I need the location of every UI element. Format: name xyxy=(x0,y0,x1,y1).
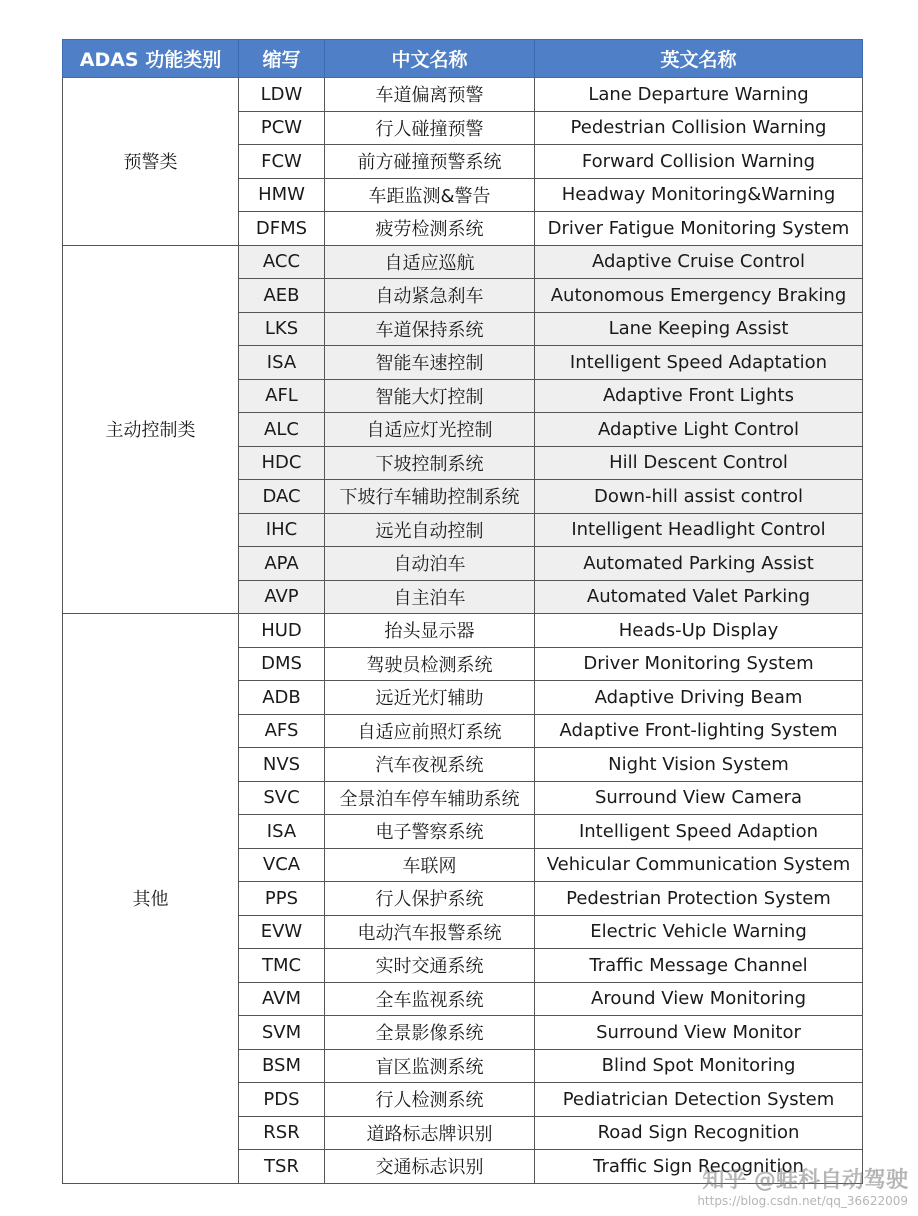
abbreviation-cell: LKS xyxy=(239,312,325,346)
chinese-name-cell: 自适应前照灯系统 xyxy=(325,714,535,748)
english-name-cell: Pedestrian Collision Warning xyxy=(535,111,863,145)
abbreviation-cell: TSR xyxy=(239,1150,325,1184)
abbreviation-cell: IHC xyxy=(239,513,325,547)
chinese-name-cell: 车联网 xyxy=(325,848,535,882)
english-name-cell: Intelligent Speed Adaption xyxy=(535,815,863,849)
abbreviation-cell: EVW xyxy=(239,915,325,949)
header-abbreviation: 缩写 xyxy=(239,40,325,78)
abbreviation-cell: AVP xyxy=(239,580,325,614)
chinese-name-cell: 驾驶员检测系统 xyxy=(325,647,535,681)
english-name-cell: Night Vision System xyxy=(535,748,863,782)
table-body xyxy=(63,78,863,1184)
chinese-name-cell: 自动紧急刹车 xyxy=(325,279,535,313)
abbreviation-cell: APA xyxy=(239,547,325,581)
abbreviation-cell: ISA xyxy=(239,346,325,380)
table-header-row xyxy=(63,40,863,78)
chinese-name-cell: 下坡控制系统 xyxy=(325,446,535,480)
abbreviation-cell: ISA xyxy=(239,815,325,849)
header-category: ADAS 功能类别 xyxy=(63,40,239,78)
english-name-cell: Vehicular Communication System xyxy=(535,848,863,882)
english-name-cell: Traffic Sign Recognition xyxy=(535,1150,863,1184)
chinese-name-cell: 道路标志牌识别 xyxy=(325,1116,535,1150)
header-chinese-name: 中文名称 xyxy=(325,40,535,78)
chinese-name-cell: 行人检测系统 xyxy=(325,1083,535,1117)
english-name-cell: Surround View Monitor xyxy=(535,1016,863,1050)
abbreviation-cell: TMC xyxy=(239,949,325,983)
english-name-cell: Around View Monitoring xyxy=(535,982,863,1016)
english-name-cell: Adaptive Front Lights xyxy=(535,379,863,413)
category-cell: 其他 xyxy=(63,614,239,1184)
chinese-name-cell: 实时交通系统 xyxy=(325,949,535,983)
english-name-cell: Down-hill assist control xyxy=(535,480,863,514)
chinese-name-cell: 抬头显示器 xyxy=(325,614,535,648)
english-name-cell: Heads-Up Display xyxy=(535,614,863,648)
english-name-cell: Road Sign Recognition xyxy=(535,1116,863,1150)
english-name-cell: Intelligent Speed Adaptation xyxy=(535,346,863,380)
category-cell: 主动控制类 xyxy=(63,245,239,614)
header-english-name: 英文名称 xyxy=(535,40,863,78)
english-name-cell: Pedestrian Protection System xyxy=(535,882,863,916)
watermark-url: https://blog.csdn.net/qq_36622009 xyxy=(697,1194,908,1208)
abbreviation-cell: SVC xyxy=(239,781,325,815)
table-row xyxy=(63,245,863,279)
abbreviation-cell: ADB xyxy=(239,681,325,715)
chinese-name-cell: 自适应灯光控制 xyxy=(325,413,535,447)
english-name-cell: Hill Descent Control xyxy=(535,446,863,480)
chinese-name-cell: 智能车速控制 xyxy=(325,346,535,380)
english-name-cell: Adaptive Driving Beam xyxy=(535,681,863,715)
chinese-name-cell: 车距监测&警告 xyxy=(325,178,535,212)
abbreviation-cell: PPS xyxy=(239,882,325,916)
abbreviation-cell: FCW xyxy=(239,145,325,179)
chinese-name-cell: 全景影像系统 xyxy=(325,1016,535,1050)
english-name-cell: Adaptive Front-lighting System xyxy=(535,714,863,748)
chinese-name-cell: 下坡行车辅助控制系统 xyxy=(325,480,535,514)
english-name-cell: Automated Parking Assist xyxy=(535,547,863,581)
abbreviation-cell: AFS xyxy=(239,714,325,748)
english-name-cell: Driver Monitoring System xyxy=(535,647,863,681)
abbreviation-cell: DMS xyxy=(239,647,325,681)
abbreviation-cell: LDW xyxy=(239,78,325,112)
chinese-name-cell: 前方碰撞预警系统 xyxy=(325,145,535,179)
english-name-cell: Electric Vehicle Warning xyxy=(535,915,863,949)
abbreviation-cell: ALC xyxy=(239,413,325,447)
abbreviation-cell: DFMS xyxy=(239,212,325,246)
chinese-name-cell: 车道保持系统 xyxy=(325,312,535,346)
chinese-name-cell: 自动泊车 xyxy=(325,547,535,581)
table-row xyxy=(63,614,863,648)
chinese-name-cell: 交通标志识别 xyxy=(325,1150,535,1184)
abbreviation-cell: PDS xyxy=(239,1083,325,1117)
adas-function-table xyxy=(62,39,863,1184)
english-name-cell: Traffic Message Channel xyxy=(535,949,863,983)
chinese-name-cell: 远近光灯辅助 xyxy=(325,681,535,715)
english-name-cell: Intelligent Headlight Control xyxy=(535,513,863,547)
abbreviation-cell: DAC xyxy=(239,480,325,514)
english-name-cell: Automated Valet Parking xyxy=(535,580,863,614)
table-row xyxy=(63,78,863,112)
chinese-name-cell: 远光自动控制 xyxy=(325,513,535,547)
chinese-name-cell: 行人碰撞预警 xyxy=(325,111,535,145)
category-cell: 预警类 xyxy=(63,78,239,246)
english-name-cell: Autonomous Emergency Braking xyxy=(535,279,863,313)
english-name-cell: Lane Departure Warning xyxy=(535,78,863,112)
abbreviation-cell: HUD xyxy=(239,614,325,648)
abbreviation-cell: PCW xyxy=(239,111,325,145)
english-name-cell: Pediatrician Detection System xyxy=(535,1083,863,1117)
abbreviation-cell: HMW xyxy=(239,178,325,212)
english-name-cell: Lane Keeping Assist xyxy=(535,312,863,346)
chinese-name-cell: 电动汽车报警系统 xyxy=(325,915,535,949)
english-name-cell: Adaptive Cruise Control xyxy=(535,245,863,279)
abbreviation-cell: AVM xyxy=(239,982,325,1016)
abbreviation-cell: AFL xyxy=(239,379,325,413)
abbreviation-cell: HDC xyxy=(239,446,325,480)
english-name-cell: Surround View Camera xyxy=(535,781,863,815)
abbreviation-cell: NVS xyxy=(239,748,325,782)
chinese-name-cell: 盲区监测系统 xyxy=(325,1049,535,1083)
english-name-cell: Blind Spot Monitoring xyxy=(535,1049,863,1083)
abbreviation-cell: BSM xyxy=(239,1049,325,1083)
chinese-name-cell: 自主泊车 xyxy=(325,580,535,614)
chinese-name-cell: 汽车夜视系统 xyxy=(325,748,535,782)
chinese-name-cell: 全车监视系统 xyxy=(325,982,535,1016)
watermark-main: 知乎 @蛙科自动驾驶 xyxy=(702,1168,908,1193)
chinese-name-cell: 智能大灯控制 xyxy=(325,379,535,413)
english-name-cell: Forward Collision Warning xyxy=(535,145,863,179)
english-name-cell: Adaptive Light Control xyxy=(535,413,863,447)
chinese-name-cell: 自适应巡航 xyxy=(325,245,535,279)
abbreviation-cell: SVM xyxy=(239,1016,325,1050)
english-name-cell: Headway Monitoring&Warning xyxy=(535,178,863,212)
abbreviation-cell: AEB xyxy=(239,279,325,313)
english-name-cell: Driver Fatigue Monitoring System xyxy=(535,212,863,246)
abbreviation-cell: RSR xyxy=(239,1116,325,1150)
chinese-name-cell: 电子警察系统 xyxy=(325,815,535,849)
chinese-name-cell: 疲劳检测系统 xyxy=(325,212,535,246)
chinese-name-cell: 行人保护系统 xyxy=(325,882,535,916)
abbreviation-cell: ACC xyxy=(239,245,325,279)
abbreviation-cell: VCA xyxy=(239,848,325,882)
chinese-name-cell: 全景泊车停车辅助系统 xyxy=(325,781,535,815)
chinese-name-cell: 车道偏离预警 xyxy=(325,78,535,112)
